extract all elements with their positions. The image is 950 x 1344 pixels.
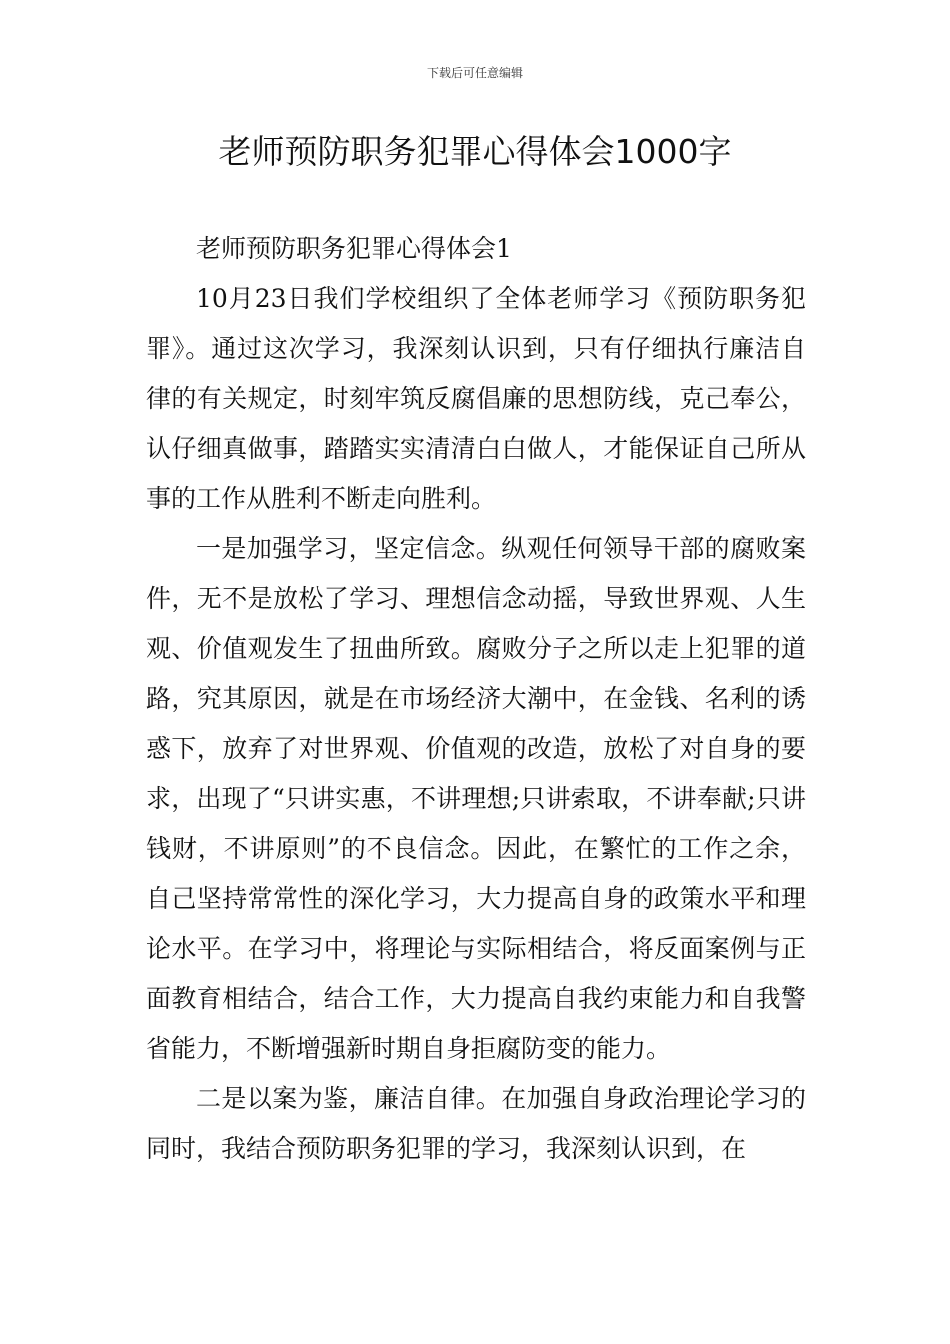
paragraph: 一是加强学习，坚定信念。纵观任何领导干部的腐败案件，无不是放松了学习、理想信念动摇，导致世界观、人生观、价值观发生了扭曲所致。腐败分子之所以走上犯罪的道路，究其原因，就是在市场经济大潮中，在金钱、名利的诱惑下，放弃了对世界观、价值观的改造，放松了对自身的要求，出现了“只讲实惠，不讲理想;只讲索取，不讲奉献;只讲钱财，不讲原则”的不良信念。因此，在繁忙的工作之余，自己坚持常常性的深化学习，大力提高自身的政策水平和理论水平。在学习中，将理论与实际相结合，将反面案例与正面教育相结合，结合工作，大力提高自我约束能力和自我警省能力，不断增强新时期自身拒腐防变的能力。	[146, 534, 806, 1063]
header-note: 下载后可任意编辑	[426, 66, 523, 80]
section-heading: 老师预防职务犯罪心得体会1	[196, 234, 512, 263]
document-body	[146, 224, 806, 1174]
paragraph: 10月23日我们学校组织了全体老师学习《预防职务犯罪》。通过这次学习，我深刻认识到，只有仔细执行廉洁自律的有关规定，时刻牢筑反腐倡廉的思想防线，克己奉公，认仔细真做事，踏踏实实清清白白做人，才能保证自己所从事的工作从胜利不断走向胜利。	[146, 284, 806, 513]
paragraph: 二是以案为鉴，廉洁自律。在加强自身政治理论学习的同时，我结合预防职务犯罪的学习，我深刻认识到，在	[146, 1084, 806, 1163]
document-title: 老师预防职务犯罪心得体会1000字	[218, 132, 732, 171]
